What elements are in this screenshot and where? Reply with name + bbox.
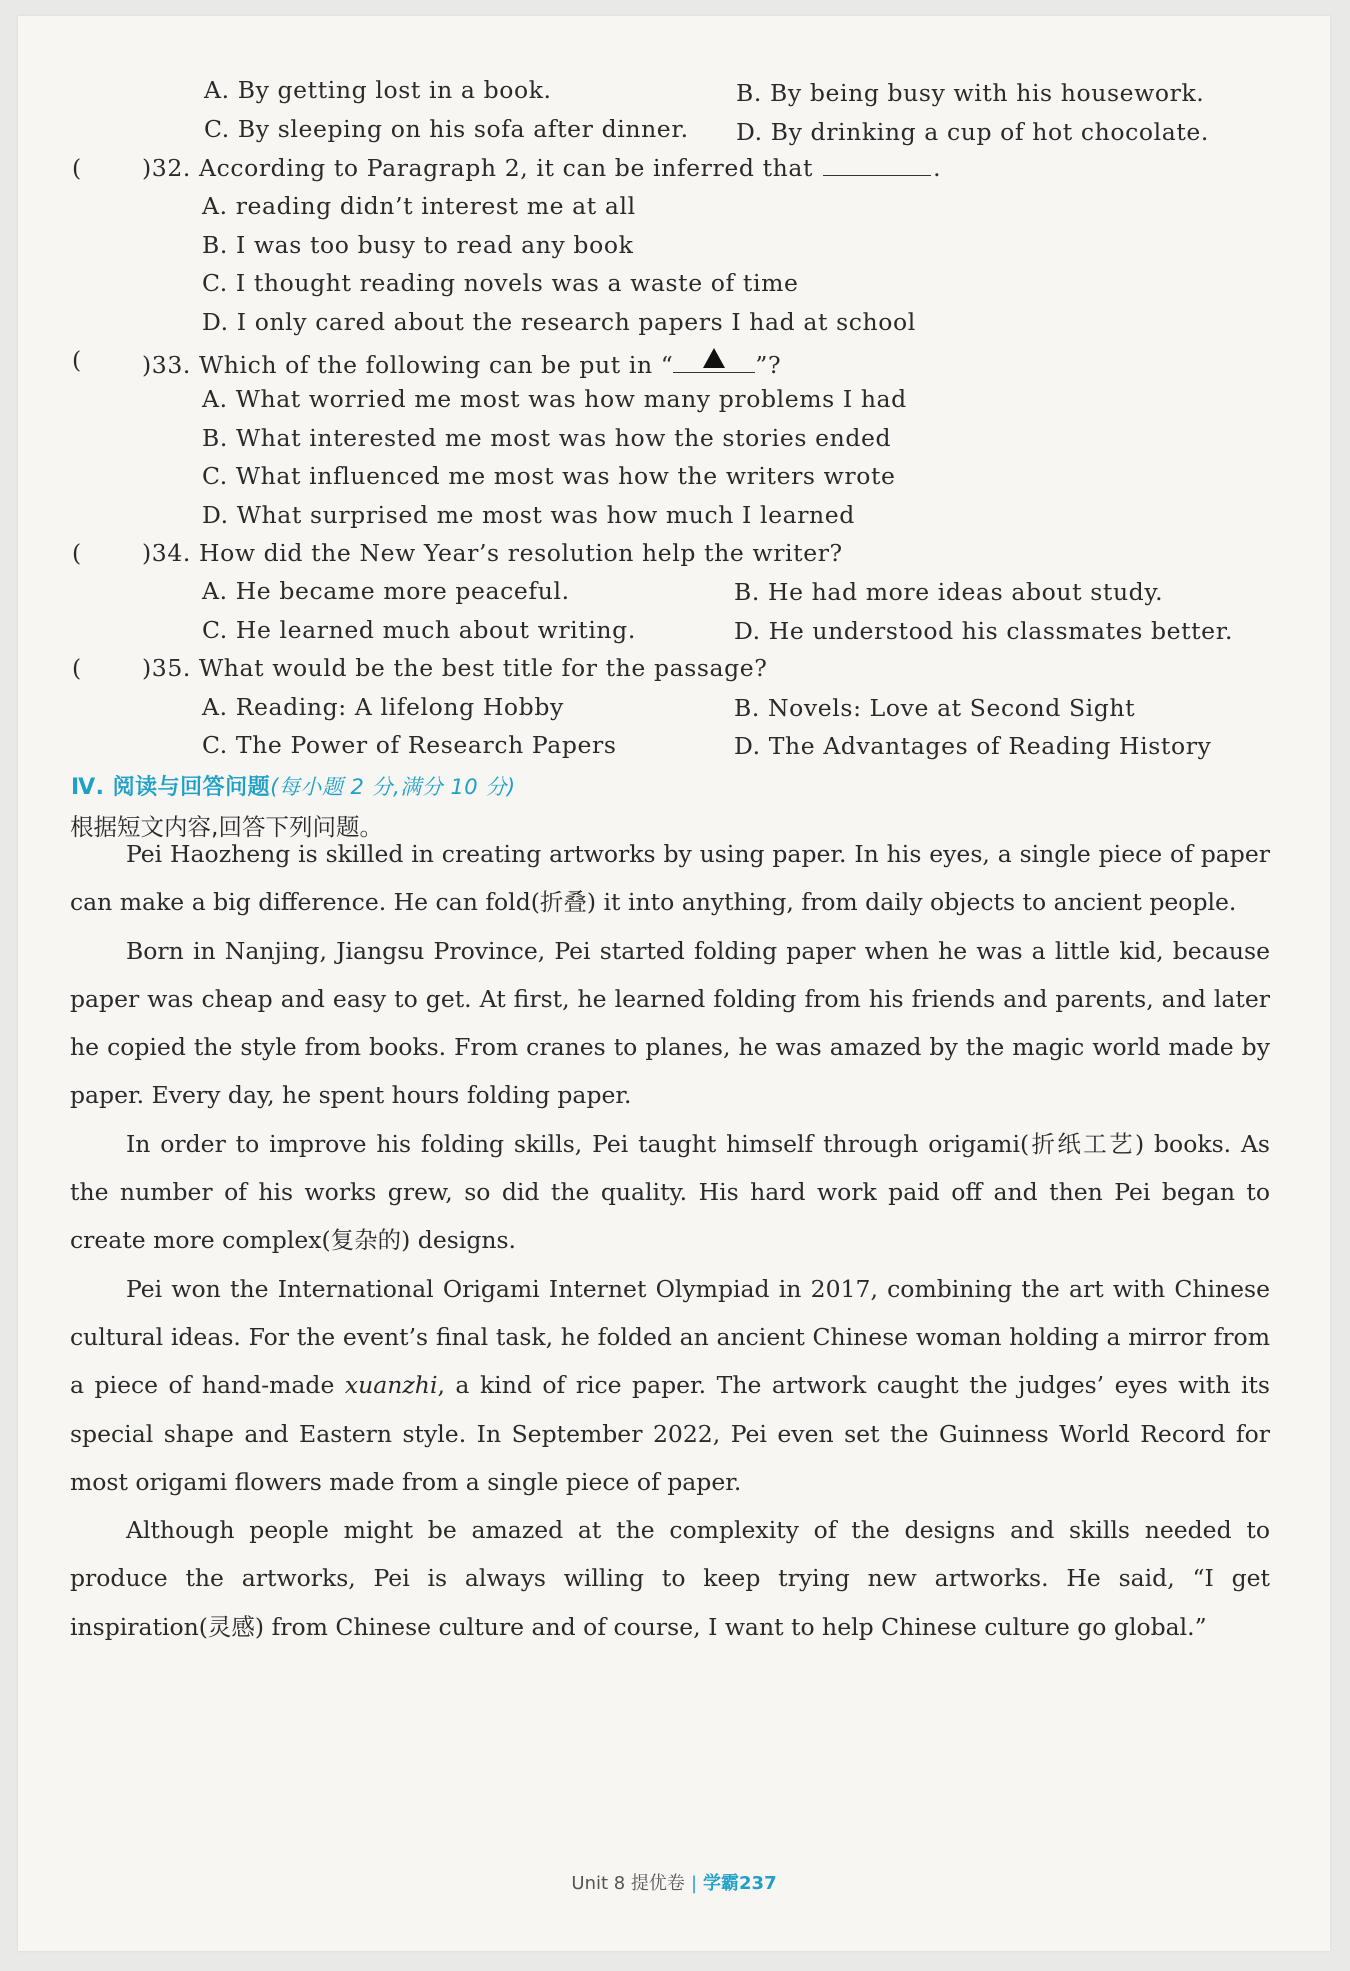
q32-option-c: C. I thought reading novels was a waste of time [202, 269, 799, 297]
p4-text-start: Pei won the International Origami Internet Olympiad in 2017, combining the art with Chinese cultural ideas. For the event’s final task, he folded an ancient Chinese woman holding a mirror from a piece of hand-made [70, 1274, 1270, 1400]
q33-blank [673, 346, 755, 373]
q35-option-d: D. The Advantages of Reading History [734, 732, 1212, 760]
q35-option-b: B. Novels: Love at Second Sight [734, 694, 1136, 722]
footer-page-number: 237 [739, 1873, 777, 1894]
page-footer [18, 1869, 1330, 1895]
q34-option-c: C. He learned much about writing. [202, 616, 636, 644]
passage-paragraph-3: In order to improve his folding skills, Pei taught himself through origami(折纸工艺) books. As the number of his works grew, so did the quality. His hard work paid off and then Pei began to create more complex(复杂的) designs. [70, 1129, 1270, 1255]
q31-option-c: C. By sleeping on his sofa after dinner. [204, 115, 689, 143]
q33-option-b: B. What interested me most was how the stories ended [202, 424, 892, 452]
passage-paragraph-5: Although people might be amazed at the complexity of the designs and skills needed to produce the artworks, Pei is always willing to keep trying new artworks. He said, “I get inspiration(灵感) from Chinese culture and of course, I want to help Chinese culture go global.” [70, 1516, 1270, 1641]
q32-stem [142, 154, 941, 182]
q32-option-b: B. I was too busy to read any book [202, 231, 634, 259]
q35-option-a: A. Reading: A lifelong Hobby [202, 693, 564, 721]
passage-paragraph-2: Born in Nanjing, Jiangsu Province, Pei started folding paper when he was a little kid, because paper was cheap and easy to get. At first, he learned folding from his friends and parents, and later he copied the style from books. From cranes to planes, he was amazed by the magic world made by paper. Every day, he spent hours folding paper. [70, 936, 1270, 1110]
q34-option-d: D. He understood his classmates better. [734, 617, 1234, 645]
q32-answer-paren: ( [72, 154, 82, 182]
q32-option-a: A. reading didn’t interest me at all [202, 192, 636, 220]
worksheet-page [18, 16, 1330, 1951]
q34-option-b: B. He had more ideas about study. [734, 578, 1164, 606]
p4-italic-term: xuanzhi [344, 1371, 438, 1400]
q32-blank [823, 155, 931, 176]
triangle-icon [703, 348, 725, 368]
footer-unit: Unit 8 提优卷 [571, 1873, 685, 1894]
section-title: Ⅳ. 阅读与回答问题 [71, 775, 271, 800]
footer-separator: | [690, 1873, 698, 1894]
q33-option-c: C. What influenced me most was how the writers wrote [202, 462, 896, 490]
q33-option-d: D. What surprised me most was how much I learned [202, 501, 855, 529]
section-scoring: (每小题 2 分,满分 10 分) [270, 775, 516, 799]
footer-brand: 学霸 [703, 1873, 740, 1894]
q31-option-a: A. By getting lost in a book. [204, 76, 552, 104]
section-heading [71, 770, 516, 801]
q32-stem-end: . [933, 154, 942, 182]
passage-paragraph-1: Pei Haozheng is skilled in creating artworks by using paper. In his eyes, a single piece of paper can make a big difference. He can fold(折叠) it into anything, from daily objects to ancient people. [70, 840, 1270, 917]
q33-option-a: A. What worried me most was how many problems I had [202, 385, 907, 413]
q33-stem-text: )33. Which of the following can be put in “ [142, 351, 674, 379]
q33-stem-end: ”? [755, 351, 782, 379]
q35-stem: )35. What would be the best title for the passage? [142, 654, 768, 682]
section-instruction: 根据短文内容,回答下列问题。 [70, 813, 383, 841]
q34-stem: )34. How did the New Year’s resolution help the writer? [142, 539, 843, 567]
p4-text-end: , a kind of rice paper. The artwork caught the judges’ eyes with its special shape and Eastern style. In September 2022, Pei even set the Guinness World Record for most origami flowers made from a single piece of paper. [70, 1371, 1270, 1496]
q35-option-c: C. The Power of Research Papers [202, 731, 617, 759]
q32-option-d: D. I only cared about the research papers I had at school [202, 308, 916, 336]
q31-option-b: B. By being busy with his housework. [736, 79, 1205, 107]
q34-answer-paren: ( [72, 539, 82, 567]
q31-option-d: D. By drinking a cup of hot chocolate. [736, 118, 1209, 146]
passage-paragraph-4 [70, 1265, 1270, 1506]
q32-stem-text: )32. According to Paragraph 2, it can be inferred that [142, 154, 813, 182]
reading-passage [70, 830, 1270, 1651]
q33-stem [142, 346, 781, 379]
q34-option-a: A. He became more peaceful. [202, 577, 570, 605]
q35-answer-paren: ( [72, 654, 82, 682]
q33-answer-paren: ( [72, 346, 82, 374]
